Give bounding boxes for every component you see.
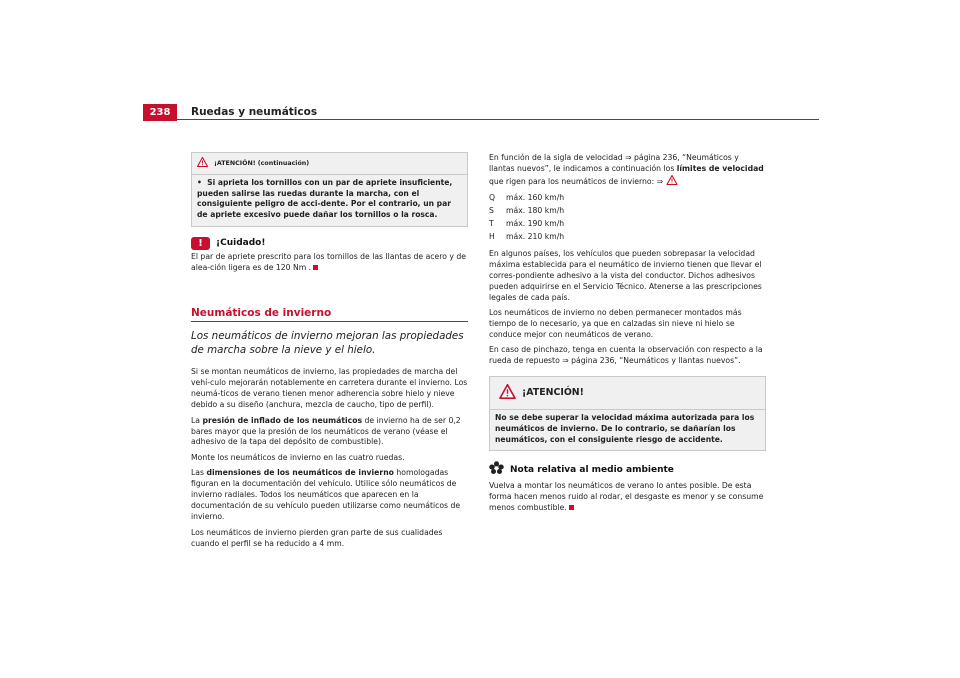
environment-text bbox=[489, 481, 766, 514]
header-rule bbox=[177, 119, 819, 120]
warning-text: No se debe superar la velocidad máxima autorizada para los neumáticos de invierno. De lo contrario, se dañarían los neumáticos, con el consiguiente riesgo de accidente. bbox=[495, 413, 755, 444]
speed-intro-text-c: que rigen para los neumáticos de invierno: ⇒ bbox=[489, 176, 664, 186]
environment-header bbox=[489, 461, 766, 479]
speed-value: máx. 210 km/h bbox=[506, 232, 565, 242]
speed-code: T bbox=[489, 219, 494, 229]
speed-intro-text-a: En función de la sigla de velocidad ⇒ página 236, “Neumáticos y llantas nuevos”, le indicamos a continuación los bbox=[489, 153, 739, 173]
warning-continued-heading: ¡ATENCIÓN! (continuación) bbox=[214, 159, 310, 167]
environment-title: Nota relativa al medio ambiente bbox=[510, 464, 674, 475]
warning-heading: ¡ATENCIÓN! bbox=[522, 387, 584, 399]
warning-box bbox=[489, 376, 766, 451]
paragraph-4 bbox=[191, 468, 468, 523]
paragraph-2-text-a: La bbox=[191, 415, 203, 425]
warning-triangle-icon bbox=[197, 157, 208, 171]
speed-intro-bold: límites de velocidad bbox=[676, 163, 764, 173]
speed-row bbox=[489, 231, 766, 244]
warning-triangle-icon bbox=[666, 177, 678, 186]
paragraph-1: Si se montan neumáticos de invierno, las propiedades de marcha del vehí-culo mejorarán notablemente en carretera durante el invierno. Los neumá-ticos de verano tienen menor adherencia sobre hielo y nieve debido a su diseño (anchura, mezcla de caucho, tipo de perfil). bbox=[191, 367, 468, 410]
paragraph-4-text-a: Las bbox=[191, 468, 207, 478]
left-column bbox=[191, 152, 468, 554]
paragraph-4-bold: dimensiones de los neumáticos de invierno bbox=[206, 468, 394, 478]
speed-intro bbox=[489, 153, 766, 188]
section-lead: Los neumáticos de invierno mejoran las propiedades de marcha sobre la nieve y el hielo. bbox=[191, 330, 464, 357]
speed-row bbox=[489, 205, 766, 218]
warning-header bbox=[490, 377, 765, 410]
environment-flower-icon bbox=[489, 461, 504, 479]
warning-triangle-icon bbox=[499, 384, 516, 403]
paragraph-3: Monte los neumáticos de invierno en las cuatro ruedas. bbox=[191, 452, 405, 462]
caution-text-content: El par de apriete prescrito para los tornillos de las llantas de acero y de alea-ción ligera es de 120 Nm . bbox=[191, 251, 466, 272]
speed-code: S bbox=[489, 206, 494, 216]
warning-continued-text: Si aprieta los tornillos con un par de apriete insuficiente, pueden salirse las ruedas durante la marcha, con el consiguiente peligro de acci-dente. Por el contrario, un par de apriete excesivo puede dañar los tornillos o la rosca. bbox=[197, 177, 453, 220]
section-title: Neumáticos de invierno bbox=[191, 308, 468, 323]
end-of-section-icon bbox=[569, 505, 574, 510]
caution-text bbox=[191, 252, 468, 274]
paragraph-sticker: En algunos países, los vehículos que pueden sobrepasar la velocidad máxima establecida para el neumático de invierno tienen que llevar el corres-pondiente adhesivo a la vista del conductor. Dichos adhesivos pueden adquirirse en el Servicio Técnico. Atenerse a las prescripciones legales de cada país. bbox=[489, 248, 762, 302]
speed-code: Q bbox=[489, 193, 496, 203]
paragraph-puncture: En caso de pinchazo, tenga en cuenta la observación con respecto a la rueda de repuesto ⇒ página 236, “Neumáticos y llantas nuevos”. bbox=[489, 345, 763, 366]
speed-value: máx. 180 km/h bbox=[506, 206, 565, 216]
caution-icon: ! bbox=[191, 237, 210, 250]
caution-header bbox=[191, 237, 468, 250]
warning-continued-header bbox=[192, 153, 467, 175]
warning-continued-box bbox=[191, 152, 468, 227]
speed-list bbox=[489, 192, 766, 244]
right-column bbox=[489, 153, 766, 518]
speed-code: H bbox=[489, 232, 495, 242]
environment-text-content: Vuelva a montar los neumáticos de verano lo antes posible. De esta forma hacen menos ruido al rodar, el desgaste es menor y se consume menos combustible. bbox=[489, 481, 764, 512]
caution-title: ¡Cuidado! bbox=[216, 237, 266, 248]
page-number: 238 bbox=[143, 104, 177, 121]
bullet-icon: • bbox=[197, 177, 208, 187]
speed-value: máx. 160 km/h bbox=[506, 193, 565, 203]
paragraph-2-bold: presión de inflado de los neumáticos bbox=[202, 415, 363, 425]
paragraph-4-text-c: homologadas figuran en la documentación del vehículo. Utilice sólo neumáticos de invierno radiales. Todos los neumáticos que aparecen en la documentación de su vehículo pueden utilizarse como neumáticos de invierno. bbox=[191, 468, 461, 522]
end-of-section-icon bbox=[313, 265, 318, 270]
paragraph-2 bbox=[191, 416, 468, 449]
speed-value: máx. 190 km/h bbox=[506, 219, 565, 229]
speed-row bbox=[489, 192, 766, 205]
speed-row bbox=[489, 218, 766, 231]
paragraph-summer: Los neumáticos de invierno no deben permanecer montados más tiempo de lo necesario, ya que en calzadas sin nieve ni hielo se conduce mejor con neumáticos de verano. bbox=[489, 308, 742, 339]
paragraph-5: Los neumáticos de invierno pierden gran parte de sus cualidades cuando el perfil se ha reducido a 4 mm. bbox=[191, 527, 443, 548]
warning-continued-body bbox=[192, 175, 467, 226]
paragraph-2-text-c: de invierno ha de ser 0,2 bares mayor que la presión de los neumáticos de verano (véase el adhesivo de la tapa del depósito de combustible). bbox=[191, 415, 461, 447]
chapter-title: Ruedas y neumáticos bbox=[191, 106, 318, 118]
